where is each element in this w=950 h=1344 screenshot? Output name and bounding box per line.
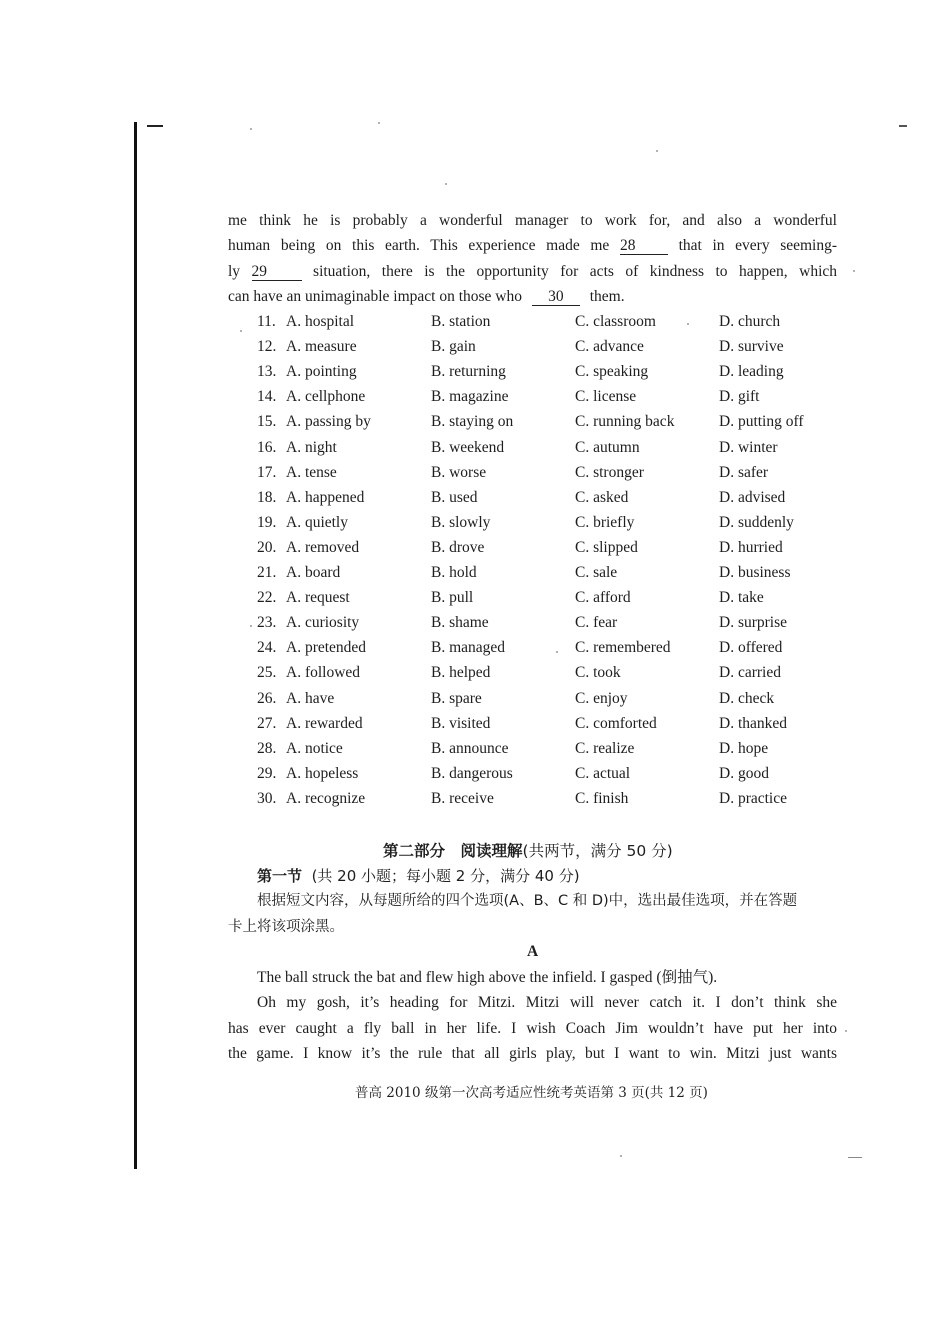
option-d: D. leading <box>719 363 784 381</box>
option-a: A. passing by <box>286 413 371 431</box>
option-d: D. practice <box>719 789 787 807</box>
option-a: A. notice <box>286 739 343 757</box>
option-a: A. hospital <box>286 313 355 330</box>
option-d: D. church <box>719 313 781 330</box>
option-d: D. good <box>719 764 769 782</box>
option-b: B. drove <box>431 538 485 556</box>
option-a: A. night <box>286 438 337 456</box>
option-c: C. realize <box>575 739 635 757</box>
option-b: B. shame <box>431 614 489 632</box>
option-b: B. magazine <box>431 388 509 406</box>
passage-text: situation, there is the opportunity for acts of kindness to happen, which <box>313 263 838 280</box>
option-b: B. station <box>431 313 491 330</box>
option-d: D. take <box>719 589 764 607</box>
option-d: D. business <box>719 564 791 581</box>
passage-heading: A <box>527 943 539 960</box>
question-number: 24. <box>257 639 277 657</box>
scan-speck <box>250 128 252 130</box>
scan-speck <box>656 150 658 152</box>
option-a: A. rewarded <box>286 714 363 732</box>
section-one-heading <box>257 866 580 886</box>
option-b: B. weekend <box>431 438 505 456</box>
option-c: C. autumn <box>575 438 640 456</box>
passage-line: me think he is probably a wonderful manager to work for, and also a wonderful <box>228 212 837 229</box>
instruction-line: 根据短文内容，从每题所给的四个选项(A、B、C 和 D)中，选出最佳选项，并在答题 <box>257 893 798 909</box>
question-number: 23. <box>257 614 277 632</box>
option-c: C. afford <box>575 589 631 607</box>
option-d: D. suddenly <box>719 513 794 531</box>
option-d: D. check <box>719 689 775 707</box>
passage-line: the game. I know it’s the rule that all girls play, but I want to win. Mitzi just wants <box>228 1045 837 1062</box>
question-number: 11. <box>257 313 276 330</box>
option-a: A. tense <box>286 463 337 481</box>
option-a: A. quietly <box>286 513 348 531</box>
question-row <box>0 312 950 337</box>
scan-speck <box>378 122 380 124</box>
question-row <box>0 488 950 513</box>
question-number: 12. <box>257 338 277 356</box>
option-b: B. hold <box>431 564 477 581</box>
question-row <box>0 789 950 814</box>
option-c: C. enjoy <box>575 689 628 707</box>
question-number: 16. <box>257 438 277 456</box>
option-a: A. hopeless <box>286 764 359 782</box>
option-b: B. returning <box>431 363 506 381</box>
option-a: A. pretended <box>286 639 367 657</box>
option-b: B. spare <box>431 689 482 707</box>
option-b: B. receive <box>431 789 494 807</box>
question-row <box>0 412 950 437</box>
question-number: 13. <box>257 363 277 381</box>
option-d: D. winter <box>719 438 778 456</box>
option-b: B. used <box>431 488 478 506</box>
part-two-title-main: 第二部分 阅读理解 <box>383 842 523 860</box>
question-row <box>0 513 950 538</box>
option-a: A. curiosity <box>286 614 360 632</box>
passage-text: ly <box>228 263 241 280</box>
question-number: 20. <box>257 538 277 556</box>
option-c: C. stronger <box>575 463 644 481</box>
option-d: D. survive <box>719 338 784 356</box>
passage-line <box>228 236 837 256</box>
option-b: B. pull <box>431 589 474 607</box>
option-c: C. speaking <box>575 363 649 381</box>
blank-30: 30 <box>532 288 580 306</box>
question-row <box>0 563 950 588</box>
section-label: 第一节 <box>257 867 303 885</box>
question-number: 19. <box>257 513 277 531</box>
option-c: C. running back <box>575 413 675 431</box>
option-b: B. helped <box>431 664 491 682</box>
question-row <box>0 538 950 563</box>
question-row <box>0 638 950 663</box>
passage-line: Oh my gosh, it’s heading for Mitzi. Mitzi will never catch it. I don’t think she <box>257 994 837 1011</box>
question-row <box>0 663 950 688</box>
scan-speck <box>853 270 855 272</box>
option-d: D. putting off <box>719 413 804 431</box>
question-number: 26. <box>257 689 277 707</box>
scan-speck <box>620 1155 622 1157</box>
question-number: 14. <box>257 388 277 406</box>
option-a: A. request <box>286 589 350 607</box>
scan-speck <box>445 183 447 185</box>
option-c: C. license <box>575 388 637 406</box>
option-c: C. sale <box>575 564 618 581</box>
question-number: 18. <box>257 488 277 506</box>
option-a: A. pointing <box>286 363 357 381</box>
part-two-title <box>383 841 673 861</box>
option-b: B. slowly <box>431 513 491 531</box>
question-row <box>0 764 950 789</box>
option-d: D. safer <box>719 463 769 481</box>
question-row <box>0 337 950 362</box>
question-number: 28. <box>257 739 277 757</box>
question-row <box>0 739 950 764</box>
question-number: 29. <box>257 764 277 782</box>
question-row <box>0 362 950 387</box>
option-d: D. hope <box>719 739 769 757</box>
option-b: B. dangerous <box>431 764 513 782</box>
question-number: 27. <box>257 714 277 732</box>
option-d: D. offered <box>719 639 783 657</box>
option-a: A. followed <box>286 664 361 682</box>
question-row <box>0 438 950 463</box>
passage-line: The ball struck the bat and flew high above the infield. I gasped (倒抽气). <box>257 969 718 986</box>
option-c: C. fear <box>575 614 618 632</box>
question-number: 17. <box>257 463 277 481</box>
question-row <box>0 714 950 739</box>
corner-crop-mark <box>899 125 907 127</box>
blank-29: 29 <box>252 263 302 281</box>
option-b: B. worse <box>431 463 487 481</box>
option-d: D. gift <box>719 388 760 406</box>
blank-28: 28 <box>620 237 668 255</box>
option-c: C. asked <box>575 488 629 506</box>
scan-speck <box>845 1030 847 1032</box>
part-two-title-note: (共两节，满分 50 分) <box>522 842 673 860</box>
page-footer: 普高 2010 级第一次高考适应性统考英语第 3 页(共 12 页) <box>355 1085 708 1101</box>
question-number: 30. <box>257 789 277 807</box>
option-d: D. thanked <box>719 714 788 732</box>
option-b: B. gain <box>431 338 476 356</box>
question-number: 21. <box>257 564 277 581</box>
question-row <box>0 588 950 613</box>
section-note: (共 20 小题；每小题 2 分，满分 40 分) <box>311 867 580 885</box>
option-c: C. briefly <box>575 513 635 531</box>
passage-text: can have an unimaginable impact on those who <box>228 288 522 305</box>
option-d: D. advised <box>719 488 786 506</box>
passage-text: human being on this earth. This experience made me <box>228 237 610 254</box>
option-a: A. removed <box>286 538 360 556</box>
option-b: B. managed <box>431 639 506 657</box>
question-row <box>0 689 950 714</box>
scan-mark <box>848 1157 862 1158</box>
question-number: 25. <box>257 664 277 682</box>
option-c: C. actual <box>575 764 631 782</box>
corner-crop-mark <box>147 125 163 127</box>
option-c: C. took <box>575 664 621 682</box>
passage-text: that in every seeming- <box>678 237 838 254</box>
option-a: A. cellphone <box>286 388 366 406</box>
option-d: D. surprise <box>719 614 788 632</box>
question-number: 22. <box>257 589 277 607</box>
option-c: C. advance <box>575 338 644 356</box>
option-c: C. classroom <box>575 313 656 330</box>
question-row <box>0 463 950 488</box>
option-b: B. visited <box>431 714 491 732</box>
question-number: 15. <box>257 413 277 431</box>
option-d: D. hurried <box>719 538 783 556</box>
instruction-line: 卡上将该项涂黑。 <box>228 919 344 935</box>
option-a: A. measure <box>286 338 357 356</box>
option-c: C. slipped <box>575 538 638 556</box>
option-a: A. happened <box>286 488 365 506</box>
question-row <box>0 613 950 638</box>
passage-line <box>228 262 837 282</box>
option-a: A. have <box>286 689 335 707</box>
option-c: C. comforted <box>575 714 657 732</box>
option-c: C. finish <box>575 789 629 807</box>
question-row <box>0 387 950 412</box>
passage-line: has ever caught a fly ball in her life. I wish Coach Jim wouldn’t have put her into <box>228 1020 837 1037</box>
option-b: B. staying on <box>431 413 514 431</box>
option-a: A. board <box>286 564 341 581</box>
passage-line <box>228 287 837 307</box>
option-d: D. carried <box>719 664 781 682</box>
option-c: C. remembered <box>575 639 671 657</box>
option-a: A. recognize <box>286 789 366 807</box>
option-b: B. announce <box>431 739 509 757</box>
passage-text: them. <box>589 288 625 305</box>
